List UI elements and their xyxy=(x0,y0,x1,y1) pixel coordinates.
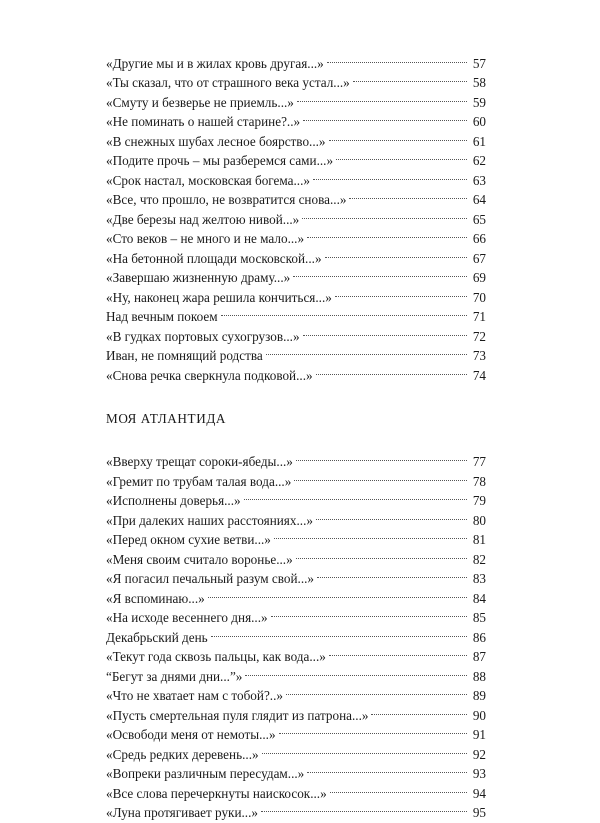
toc-entry-page-number: 66 xyxy=(472,231,486,246)
toc-entry-page-number: 77 xyxy=(472,454,486,469)
dot-leader xyxy=(313,165,467,185)
toc-entry-page-number: 69 xyxy=(472,270,486,285)
dot-leader xyxy=(296,544,467,564)
dot-leader xyxy=(316,505,467,525)
dot-leader xyxy=(335,282,467,302)
dot-leader xyxy=(303,321,467,341)
dot-leader xyxy=(274,525,467,545)
toc-entry-page-number: 62 xyxy=(472,153,486,168)
toc-entry-page-number: 89 xyxy=(472,688,486,703)
dot-leader xyxy=(293,263,467,283)
toc-entry-page-number: 58 xyxy=(472,75,486,90)
toc-entry-title: «При далеких наших расстояниях...» xyxy=(106,511,316,531)
dot-leader xyxy=(371,700,467,720)
toc-entry-title: «В гудках портовых сухогрузов...» xyxy=(106,327,303,347)
toc-entry-page-number: 67 xyxy=(472,250,486,266)
toc-entry-page-number: 93 xyxy=(472,766,486,781)
toc-entry-title: «В снежных шубах лесное боярство...» xyxy=(106,132,329,152)
section-heading: МОЯ АТЛАНТИДА xyxy=(106,410,227,426)
toc-entry-page-number: 72 xyxy=(472,328,486,344)
toc-entry-title: «Другие мы и в жилах кровь другая...» xyxy=(106,54,327,74)
toc-entry-page-number: 82 xyxy=(472,551,486,567)
toc-entry-page-number: 87 xyxy=(472,649,486,664)
dot-leader xyxy=(221,302,467,322)
toc-entry-page-number: 90 xyxy=(472,707,486,723)
toc-entry-title: «Подите прочь – мы разберемся сами...» xyxy=(106,151,336,171)
dot-leader xyxy=(266,341,467,361)
toc-entry-page-number: 88 xyxy=(472,668,486,684)
toc-entry-page-number: 79 xyxy=(472,493,486,508)
toc-entry-title: «Освободи меня от немоты...» xyxy=(106,725,279,745)
dot-leader xyxy=(262,739,467,759)
toc-entry-page-number: 95 xyxy=(472,805,486,820)
toc-entry-title: «Все, что прошло, не возвратится снова...» xyxy=(106,190,349,210)
dot-leader xyxy=(329,642,467,662)
dot-leader xyxy=(316,360,467,380)
toc-entry-title: «Средь редких деревень...» xyxy=(106,745,262,765)
toc-list-part1 xyxy=(106,48,486,383)
dot-leader xyxy=(297,87,467,107)
toc-entry-page-number: 73 xyxy=(472,348,486,363)
toc-entry-page-number: 81 xyxy=(472,532,486,547)
toc-entry-title: «Ты сказал, что от страшного века устал...» xyxy=(106,73,353,93)
toc-entry-page-number: 80 xyxy=(472,512,486,528)
toc-entry-title: Декабрьский день xyxy=(106,628,211,648)
toc-entry-title: «Луна протягивает руки...» xyxy=(106,803,261,823)
dot-leader xyxy=(303,107,467,127)
dot-leader xyxy=(279,720,467,740)
dot-leader xyxy=(330,778,467,798)
toc-entry-page-number: 94 xyxy=(472,785,486,801)
toc-entry-title: «Все слова перечеркнуты наискосок...» xyxy=(106,784,330,804)
toc-entry-title: «Текут года сквозь пальцы, как вода...» xyxy=(106,647,329,667)
toc-entry-page-number: 57 xyxy=(472,55,486,71)
toc-entry xyxy=(106,447,486,467)
toc-entry-page-number: 60 xyxy=(472,114,486,129)
toc-entry-page-number: 71 xyxy=(472,309,486,324)
toc-entry-title: «Пусть смертельная пуля глядит из патрона...» xyxy=(106,706,371,726)
toc-page xyxy=(106,48,486,820)
dot-leader xyxy=(353,68,467,88)
toc-entry-title: «Гремит по трубам талая вода...» xyxy=(106,472,294,492)
dot-leader xyxy=(336,146,467,166)
toc-entry-title: «Меня своим считало воронье...» xyxy=(106,550,296,570)
dot-leader xyxy=(296,447,467,467)
toc-entry-title: «Не поминать о нашей старине?..» xyxy=(106,112,303,132)
toc-list-part2 xyxy=(106,447,486,818)
toc-entry-title: «Завершаю жизненную драму...» xyxy=(106,268,293,288)
toc-entry-title: «Перед окном сухие ветви...» xyxy=(106,530,274,550)
dot-leader xyxy=(317,564,467,584)
toc-entry-title: «Я погасил печальный разум свой...» xyxy=(106,569,317,589)
toc-entry-title: «Ну, наконец жара решила кончиться...» xyxy=(106,288,335,308)
toc-entry-title: «На исходе весеннего дня...» xyxy=(106,608,271,628)
toc-entry-page-number: 59 xyxy=(472,94,486,110)
dot-leader xyxy=(211,622,467,642)
toc-entry-title: «Смуту и безверье не приемль...» xyxy=(106,93,297,113)
toc-entry-title: «Срок настал, московская богема...» xyxy=(106,171,313,191)
toc-entry-page-number: 74 xyxy=(472,367,486,383)
toc-entry-page-number: 83 xyxy=(472,571,486,586)
dot-leader xyxy=(307,224,467,244)
toc-entry-page-number: 84 xyxy=(472,590,486,606)
dot-leader xyxy=(349,185,467,205)
dot-leader xyxy=(302,204,467,224)
toc-entry-page-number: 63 xyxy=(472,172,486,188)
toc-entry-title: “Бегут за днями дни...”» xyxy=(106,667,245,687)
toc-entry-page-number: 65 xyxy=(472,211,486,227)
toc-entry-title: «Вопреки различным пересудам...» xyxy=(106,764,307,784)
dot-leader xyxy=(286,681,467,701)
toc-entry-page-number: 91 xyxy=(472,727,486,742)
dot-leader xyxy=(208,583,467,603)
toc-entry-title: «Вверху трещат сороки-ябеды...» xyxy=(106,452,296,472)
dot-leader xyxy=(261,798,467,818)
toc-entry-page-number: 86 xyxy=(472,629,486,645)
toc-entry-title: «Что не хватает нам с тобой?..» xyxy=(106,686,286,706)
toc-entry-title: «Сто веков – не много и не мало...» xyxy=(106,229,307,249)
toc-entry-title: Над вечным покоем xyxy=(106,307,221,327)
toc-entry-title: Иван, не помнящий родства xyxy=(106,346,266,366)
dot-leader xyxy=(325,243,467,263)
toc-entry-page-number: 61 xyxy=(472,133,486,149)
toc-entry-page-number: 78 xyxy=(472,473,486,489)
dot-leader xyxy=(329,126,467,146)
toc-entry-title: «На бетонной площади московской...» xyxy=(106,249,325,269)
toc-entry-title: «Снова речка сверкнула подковой...» xyxy=(106,366,316,386)
toc-entry-page-number: 85 xyxy=(472,610,486,625)
toc-entry xyxy=(106,48,486,71)
toc-entry-title: «Две березы над желтою нивой...» xyxy=(106,210,302,230)
dot-leader xyxy=(245,661,467,681)
toc-entry-title: «Исполнены доверья...» xyxy=(106,491,244,511)
dot-leader xyxy=(294,466,467,486)
dot-leader xyxy=(271,603,467,623)
dot-leader xyxy=(244,486,467,506)
toc-entry-title: «Я вспоминаю...» xyxy=(106,589,208,609)
toc-entry-page-number: 70 xyxy=(472,289,486,305)
dot-leader xyxy=(327,48,467,68)
dot-leader xyxy=(307,759,467,779)
toc-entry-page-number: 64 xyxy=(472,192,486,207)
toc-entry-page-number: 92 xyxy=(472,746,486,762)
